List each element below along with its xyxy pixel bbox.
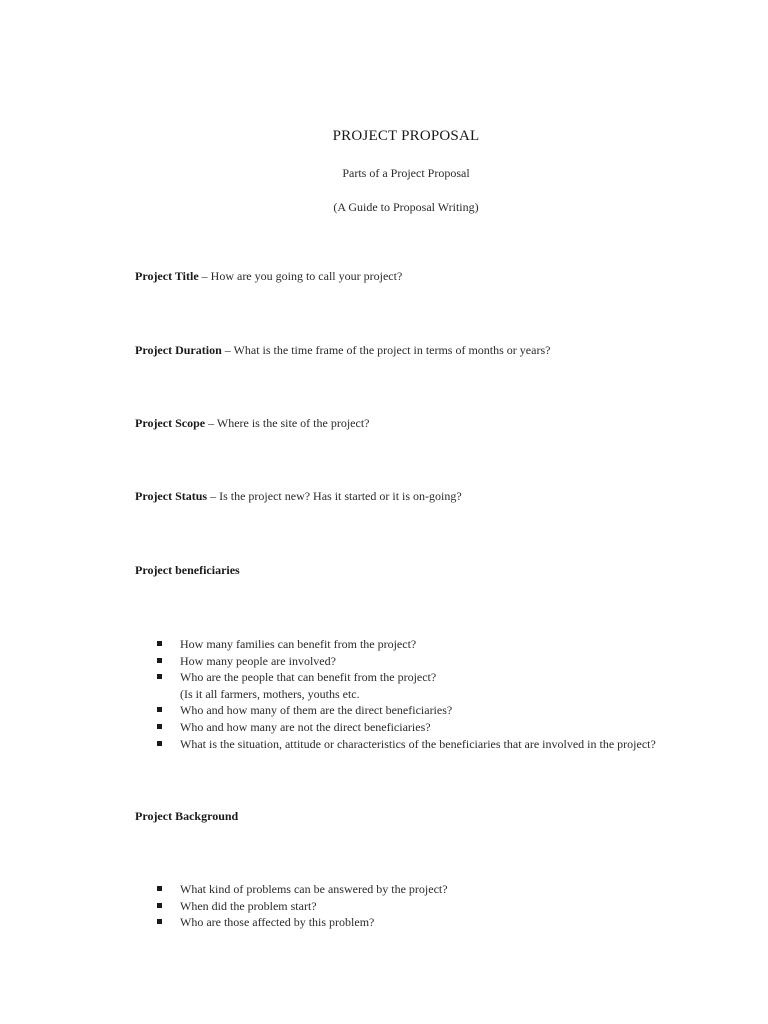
bullet-square-icon <box>157 741 162 746</box>
list-item: What kind of problems can be answered by the project? <box>157 881 677 898</box>
section-project-status <box>135 489 462 504</box>
section-text: – What is the time frame of the project in terms of months or years? <box>221 343 551 357</box>
background-list <box>157 881 677 931</box>
list-item: Who and how many of them are the direct beneficiaries? <box>157 702 677 719</box>
bullet-square-icon <box>157 919 162 924</box>
bullet-square-icon <box>157 707 162 712</box>
beneficiaries-list <box>157 636 677 752</box>
bullet-square-icon <box>157 641 162 646</box>
section-project-beneficiaries <box>135 563 240 578</box>
bullet-square-icon <box>157 903 162 908</box>
document-guide-note: (A Guide to Proposal Writing) <box>333 200 479 214</box>
bullet-square-icon <box>157 886 162 891</box>
section-text: – Where is the site of the project? <box>205 416 370 430</box>
section-label: Project Status <box>135 489 208 503</box>
list-item: When did the problem start? <box>157 898 677 915</box>
section-label: Project beneficiaries <box>135 563 240 577</box>
list-item: What is the situation, attitude or characteristics of the beneficiaries that are involved in the project? <box>157 736 677 753</box>
section-project-title <box>135 269 402 284</box>
section-label: Project Duration <box>135 343 222 357</box>
section-project-background <box>135 809 238 824</box>
section-label: Project Title <box>135 269 199 283</box>
section-project-duration <box>135 343 550 358</box>
section-label: Project Scope <box>135 416 206 430</box>
list-item-continuation: (Is it all farmers, mothers, youths etc. <box>180 686 360 701</box>
list-item: How many families can benefit from the project? <box>157 636 677 653</box>
section-text: – How are you going to call your project? <box>198 269 403 283</box>
list-item: Who are the people that can benefit from the project? <box>157 669 677 686</box>
bullet-square-icon <box>157 724 162 729</box>
section-label: Project Background <box>135 809 239 823</box>
list-item: Who and how many are not the direct beneficiaries? <box>157 719 677 736</box>
section-text: – Is the project new? Has it started or it is on-going? <box>207 489 462 503</box>
list-item: How many people are involved? <box>157 653 677 670</box>
section-project-scope <box>135 416 369 431</box>
bullet-square-icon <box>157 658 162 663</box>
document-subtitle: Parts of a Project Proposal <box>342 166 470 180</box>
bullet-square-icon <box>157 674 162 679</box>
document-title: PROJECT PROPOSAL <box>332 128 480 144</box>
list-item: Who are those affected by this problem? <box>157 914 677 931</box>
